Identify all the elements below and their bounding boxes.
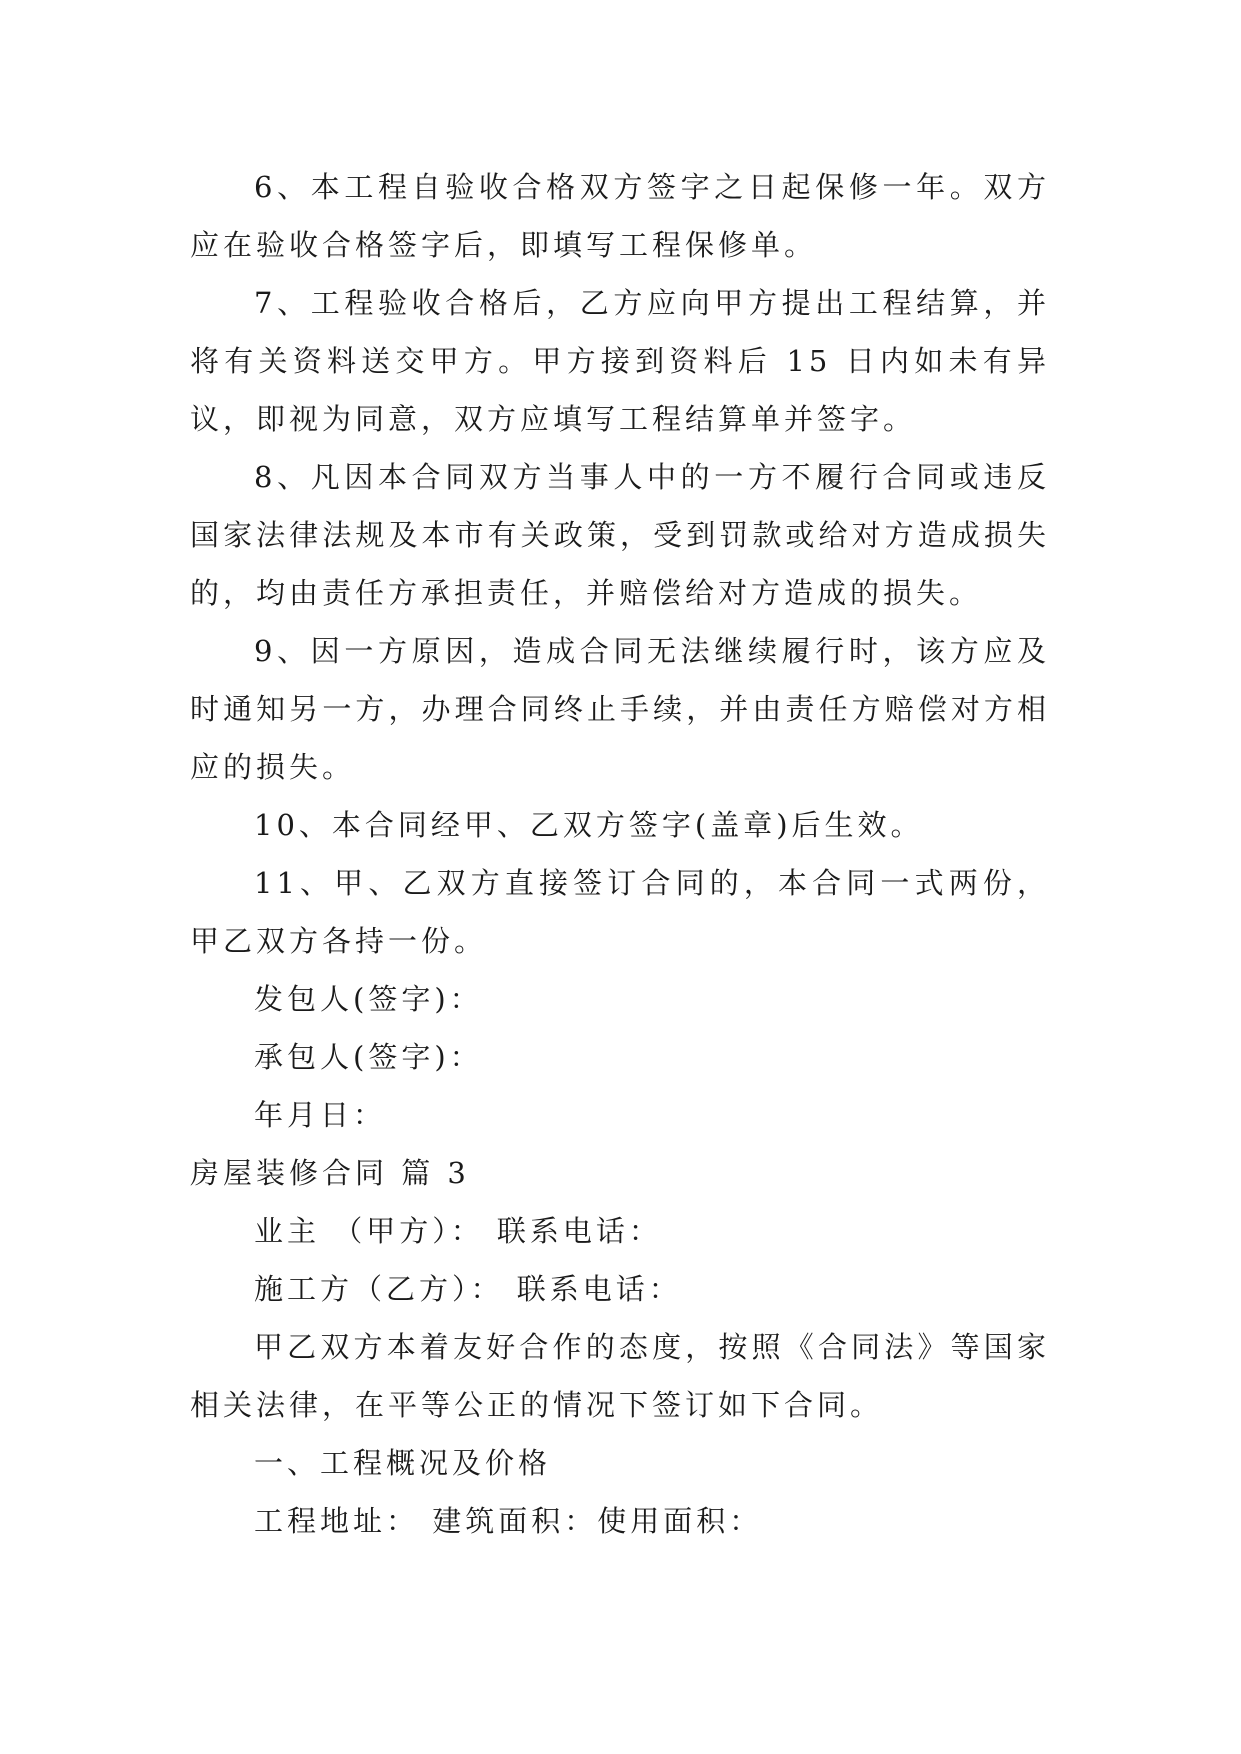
project-address-line: 工程地址： 建筑面积：使用面积：	[254, 1504, 763, 1538]
clause-8-paragraph: 8、凡因本合同双方当事人中的一方不履行合同或违反国家法律法规及本市有关政策，受到罚款或给对方造成损失的，均由责任方承担责任，并赔偿给对方造成的损失。	[190, 460, 1050, 610]
builder-party-line: 施工方（乙方）： 联系电话：	[254, 1272, 682, 1306]
contractor-signature-line: 发包人(签字)：	[254, 982, 483, 1016]
clause-10-paragraph: 10、本合同经甲、乙双方签字(盖章)后生效。	[254, 808, 924, 842]
document-page	[190, 158, 1050, 1550]
preamble-paragraph: 甲乙双方本着友好合作的态度，按照《合同法》等国家相关法律，在平等公正的情况下签订如下合同。	[190, 1330, 1050, 1422]
date-line: 年月日：	[254, 1098, 387, 1132]
owner-party-line: 业主 （甲方）： 联系电话：	[254, 1214, 662, 1248]
subsection-heading: 一、工程概况及价格	[254, 1446, 552, 1480]
contractee-signature-line: 承包人(签字)：	[254, 1040, 483, 1074]
clause-6-paragraph: 6、本工程自验收合格双方签字之日起保修一年。双方应在验收合格签字后，即填写工程保修单。	[190, 170, 1050, 262]
clause-11-paragraph: 11、甲、乙双方直接签订合同的，本合同一式两份，甲乙双方各持一份。	[190, 866, 1050, 958]
clause-7-paragraph: 7、工程验收合格后，乙方应向甲方提出工程结算，并将有关资料送交甲方。甲方接到资料后 15 日内如未有异议，即视为同意，双方应填写工程结算单并签字。	[190, 286, 1050, 436]
section-heading: 房屋装修合同 篇 3	[190, 1156, 470, 1190]
clause-9-paragraph: 9、因一方原因，造成合同无法继续履行时，该方应及时通知另一方，办理合同终止手续，并由责任方赔偿对方相应的损失。	[190, 634, 1050, 784]
